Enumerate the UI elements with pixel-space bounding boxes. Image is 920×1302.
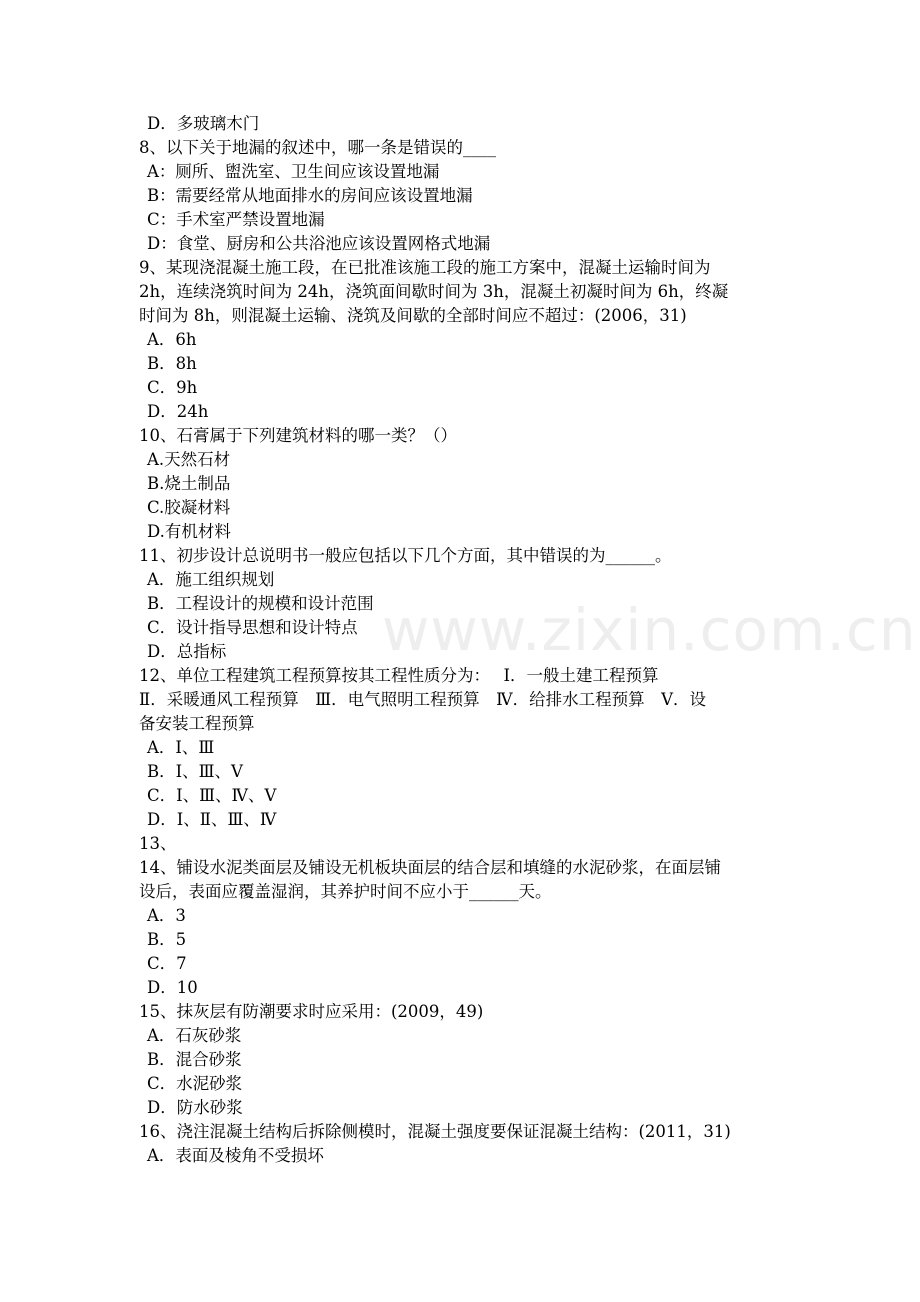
- question-text: 8、以下关于地漏的叙述中，哪一条是错误的____: [139, 138, 496, 157]
- question-text: 10、石膏属于下列建筑材料的哪一类？（）: [139, 426, 457, 445]
- question-text: 2h，连续浇筑时间为 24h，浇筑面间歇时间为 3h，混凝土初凝时间为 6h，终凝: [139, 282, 729, 301]
- question-text: 12、单位工程建筑工程预算按其工程性质分为： Ⅰ．一般土建工程预算: [139, 666, 659, 685]
- question-text: 备安装工程预算: [139, 714, 255, 733]
- answer-option: B．8h: [147, 354, 197, 373]
- answer-option: B．混合砂浆: [147, 1050, 242, 1069]
- answer-option: D．防水砂浆: [147, 1098, 243, 1117]
- question-text: 16、浇注混凝土结构后拆除侧模时，混凝土强度要保证混凝土结构：(2011，31): [139, 1122, 731, 1141]
- answer-option: C．设计指导思想和设计特点: [147, 618, 358, 637]
- question-text: 设后，表面应覆盖湿润，其养护时间不应小于______天。: [139, 882, 552, 901]
- answer-option: D.有机材料: [147, 522, 231, 541]
- answer-option: B．5: [147, 930, 187, 949]
- answer-option: C．9h: [147, 378, 198, 397]
- question-text: 15、抹灰层有防潮要求时应采用：(2009，49): [139, 1002, 484, 1021]
- answer-option: C.胶凝材料: [147, 498, 231, 517]
- question-text: 9、某现浇混凝土施工段，在已批准该施工段的施工方案中，混凝土运输时间为: [139, 258, 711, 277]
- question-text: 时间为 8h，则混凝土运输、浇筑及间歇的全部时间应不超过：(2006，31): [139, 306, 687, 325]
- answer-option: A.天然石材: [147, 450, 231, 469]
- answer-option: A．6h: [147, 330, 197, 349]
- question-text: 11、初步设计总说明书一般应包括以下几个方面，其中错误的为______。: [139, 546, 672, 565]
- answer-option: D：食堂、厨房和公共浴池应该设置网格式地漏: [147, 234, 491, 253]
- answer-option: D．总指标: [147, 642, 227, 661]
- answer-option: C．水泥砂浆: [147, 1074, 243, 1093]
- answer-option: A．表面及棱角不受损坏: [147, 1146, 324, 1165]
- answer-option: C：手术室严禁设置地漏: [147, 210, 325, 229]
- answer-option: D．Ⅰ、Ⅱ、Ⅲ、Ⅳ: [147, 810, 277, 829]
- document-body: [139, 112, 782, 1168]
- answer-option: D．24h: [147, 402, 209, 421]
- watermark: www.zixin.com.cn: [382, 596, 917, 664]
- answer-option: A．石灰砂浆: [147, 1026, 242, 1045]
- answer-option: C．7: [147, 954, 187, 973]
- question-text: Ⅱ．采暖通风工程预算 Ⅲ．电气照明工程预算 Ⅳ．给排水工程预算 Ⅴ．设: [139, 690, 707, 709]
- answer-option: A．Ⅰ、Ⅲ: [147, 738, 215, 757]
- answer-option: D．10: [147, 978, 198, 997]
- answer-option: C．Ⅰ、Ⅲ、Ⅳ、Ⅴ: [147, 786, 277, 805]
- answer-option: B．工程设计的规模和设计范围: [147, 594, 374, 613]
- answer-option: A：厕所、盥洗室、卫生间应该设置地漏: [147, 162, 440, 181]
- answer-option: D．多玻璃木门: [147, 114, 260, 133]
- question-text: 14、铺设水泥类面层及铺设无机板块面层的结合层和填缝的水泥砂浆，在面层铺: [139, 858, 721, 877]
- answer-option: B.烧土制品: [147, 474, 231, 493]
- answer-option: B．Ⅰ、Ⅲ、Ⅴ: [147, 762, 243, 781]
- answer-option: B：需要经常从地面排水的房间应该设置地漏: [147, 186, 473, 205]
- answer-option: A．施工组织规划: [147, 570, 275, 589]
- answer-option: A．3: [147, 906, 186, 925]
- question-text: 13、: [139, 834, 177, 853]
